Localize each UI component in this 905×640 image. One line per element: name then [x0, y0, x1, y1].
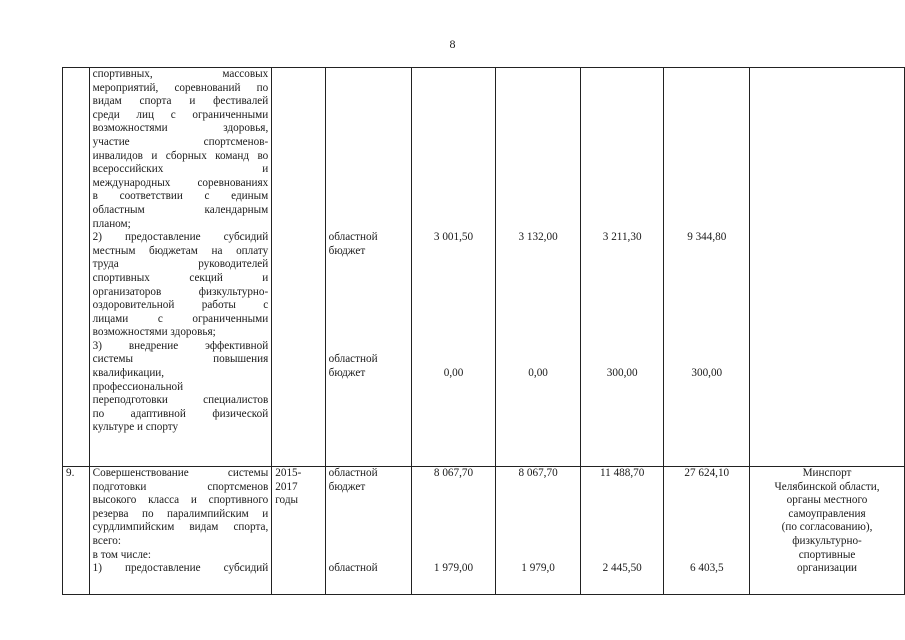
description-line: оздоровительной работы с	[92, 299, 269, 312]
description-line: системы повышения	[92, 353, 269, 366]
year2-cell	[496, 467, 581, 595]
year1-cell	[411, 467, 496, 595]
description-line: 3) внедрение эффективной	[92, 339, 269, 352]
executor-line: Челябинской области,	[774, 480, 880, 493]
main-year2-value: 8 067,70	[518, 467, 558, 479]
description-line: среди лиц с ограниченными	[92, 108, 269, 121]
sub2-year3-value: 3 211,30	[602, 231, 642, 243]
sub1-year2-value: 1 979,0	[521, 561, 555, 574]
sub1-year1-value: 1 979,00	[433, 561, 474, 574]
description-line: профессиональной	[92, 380, 184, 393]
description-line: высокого класса и спортивного	[92, 494, 269, 507]
description-line: лицами с ограниченными	[92, 312, 269, 325]
description-line: квалификации,	[92, 367, 165, 380]
description-line: областным календарным	[92, 203, 269, 216]
funding-source-cell	[325, 68, 411, 467]
description-line: культуре и спорту	[92, 421, 179, 434]
description-line: мероприятий, соревнований по	[92, 81, 269, 94]
sub2-year2-value: 3 132,00	[518, 231, 558, 243]
description-line: подготовки спортсменов	[92, 480, 269, 493]
sub1-year3-value: 2 445,50	[602, 561, 642, 574]
main-total-value: 27 624,10	[684, 467, 730, 479]
row-number-cell	[63, 467, 90, 595]
measure-description	[93, 467, 269, 576]
funding-source-cell	[325, 467, 411, 595]
funding-source-sub1-line1: областной	[328, 562, 378, 575]
executor-list	[753, 467, 901, 576]
funding-source-sub3-line2: бюджет	[328, 366, 366, 379]
total-cell	[664, 467, 750, 595]
sub3-total-value: 300,00	[691, 366, 723, 379]
sub3-year1-value: 0,00	[443, 366, 464, 379]
period-line2: 2017	[275, 480, 298, 493]
period-line1: 2015-	[275, 467, 302, 479]
row-number: 9.	[66, 467, 75, 479]
executor-cell	[750, 467, 905, 595]
year3-cell	[580, 68, 664, 467]
page-number: 8	[449, 37, 456, 51]
measure-description-cell	[89, 68, 272, 467]
description-line: резерва по паралимпийским и	[92, 507, 269, 520]
description-line: видам спорта и фестивалей	[92, 95, 269, 108]
description-line: инвалидов и сборных команд во	[92, 149, 269, 162]
total-cell	[664, 68, 750, 467]
description-line: в соответствии с единым	[92, 190, 269, 203]
period-cell	[272, 467, 325, 595]
executor-line: (по согласованию),	[781, 521, 873, 534]
description-line: спортивных секций и	[92, 271, 269, 284]
main-year3-value: 11 488,70	[600, 467, 645, 479]
funding-source-sub2-line2: бюджет	[328, 244, 366, 257]
period-cell	[272, 68, 325, 467]
sub1-total-value: 6 403,5	[689, 561, 724, 574]
executor-line: самоуправления	[788, 507, 866, 520]
description-line: участие спортсменов-	[92, 135, 269, 148]
description-line: всего:	[92, 534, 121, 547]
sub3-year3-value: 300,00	[606, 366, 638, 379]
description-line: Совершенствование системы	[92, 467, 269, 479]
executor-cell	[750, 68, 905, 467]
sub3-year2-value: 0,00	[528, 366, 548, 379]
description-line: труда руководителей	[92, 258, 269, 271]
executor-line: спортивные	[798, 548, 856, 561]
description-line: 1) предоставление субсидий	[92, 562, 269, 575]
period-line3: годы	[275, 494, 299, 507]
measure-description-cell	[89, 467, 272, 595]
table-row-continuation	[63, 68, 905, 467]
description-line: возможностями здоровья,	[92, 122, 269, 135]
funding-source-sub2-line1: областной	[328, 231, 378, 243]
description-line: планом;	[92, 217, 131, 230]
description-line: всероссийских и	[92, 163, 269, 176]
executor-line: физкультурно-	[792, 534, 862, 547]
description-line: по адаптивной физической	[92, 407, 269, 420]
description-line: в том числе:	[92, 548, 151, 561]
executor-line: Минспорт	[802, 467, 852, 479]
sub2-total-value: 9 344,80	[687, 231, 727, 243]
description-line: 2) предоставление субсидий	[92, 231, 269, 244]
sub2-year1-value: 3 001,50	[433, 231, 474, 243]
description-line: сурдлимпийским видам спорта,	[92, 521, 269, 534]
funding-source-sub3-line1: областной	[328, 353, 378, 366]
description-line: организаторов физкультурно-	[92, 285, 269, 298]
funding-source-main-line2: бюджет	[328, 480, 366, 493]
description-line: возможностями здоровья;	[92, 326, 216, 339]
description-line: международных соревнованиях	[92, 176, 269, 189]
executor-line: организации	[796, 562, 858, 575]
executor-line: органы местного	[786, 494, 868, 507]
year1-cell	[411, 68, 496, 467]
description-line: переподготовки специалистов	[92, 394, 269, 407]
year2-cell	[496, 68, 581, 467]
main-year1-value: 8 067,70	[433, 467, 474, 479]
description-line: местным бюджетам на оплату	[92, 244, 269, 257]
funding-source-main-line1: областной	[328, 467, 378, 479]
description-line: спортивных, массовых	[92, 68, 269, 80]
year3-cell	[580, 467, 664, 595]
row-number-cell	[63, 68, 90, 467]
measure-description	[93, 68, 269, 435]
table-row-9	[63, 467, 905, 595]
program-table	[62, 67, 905, 595]
